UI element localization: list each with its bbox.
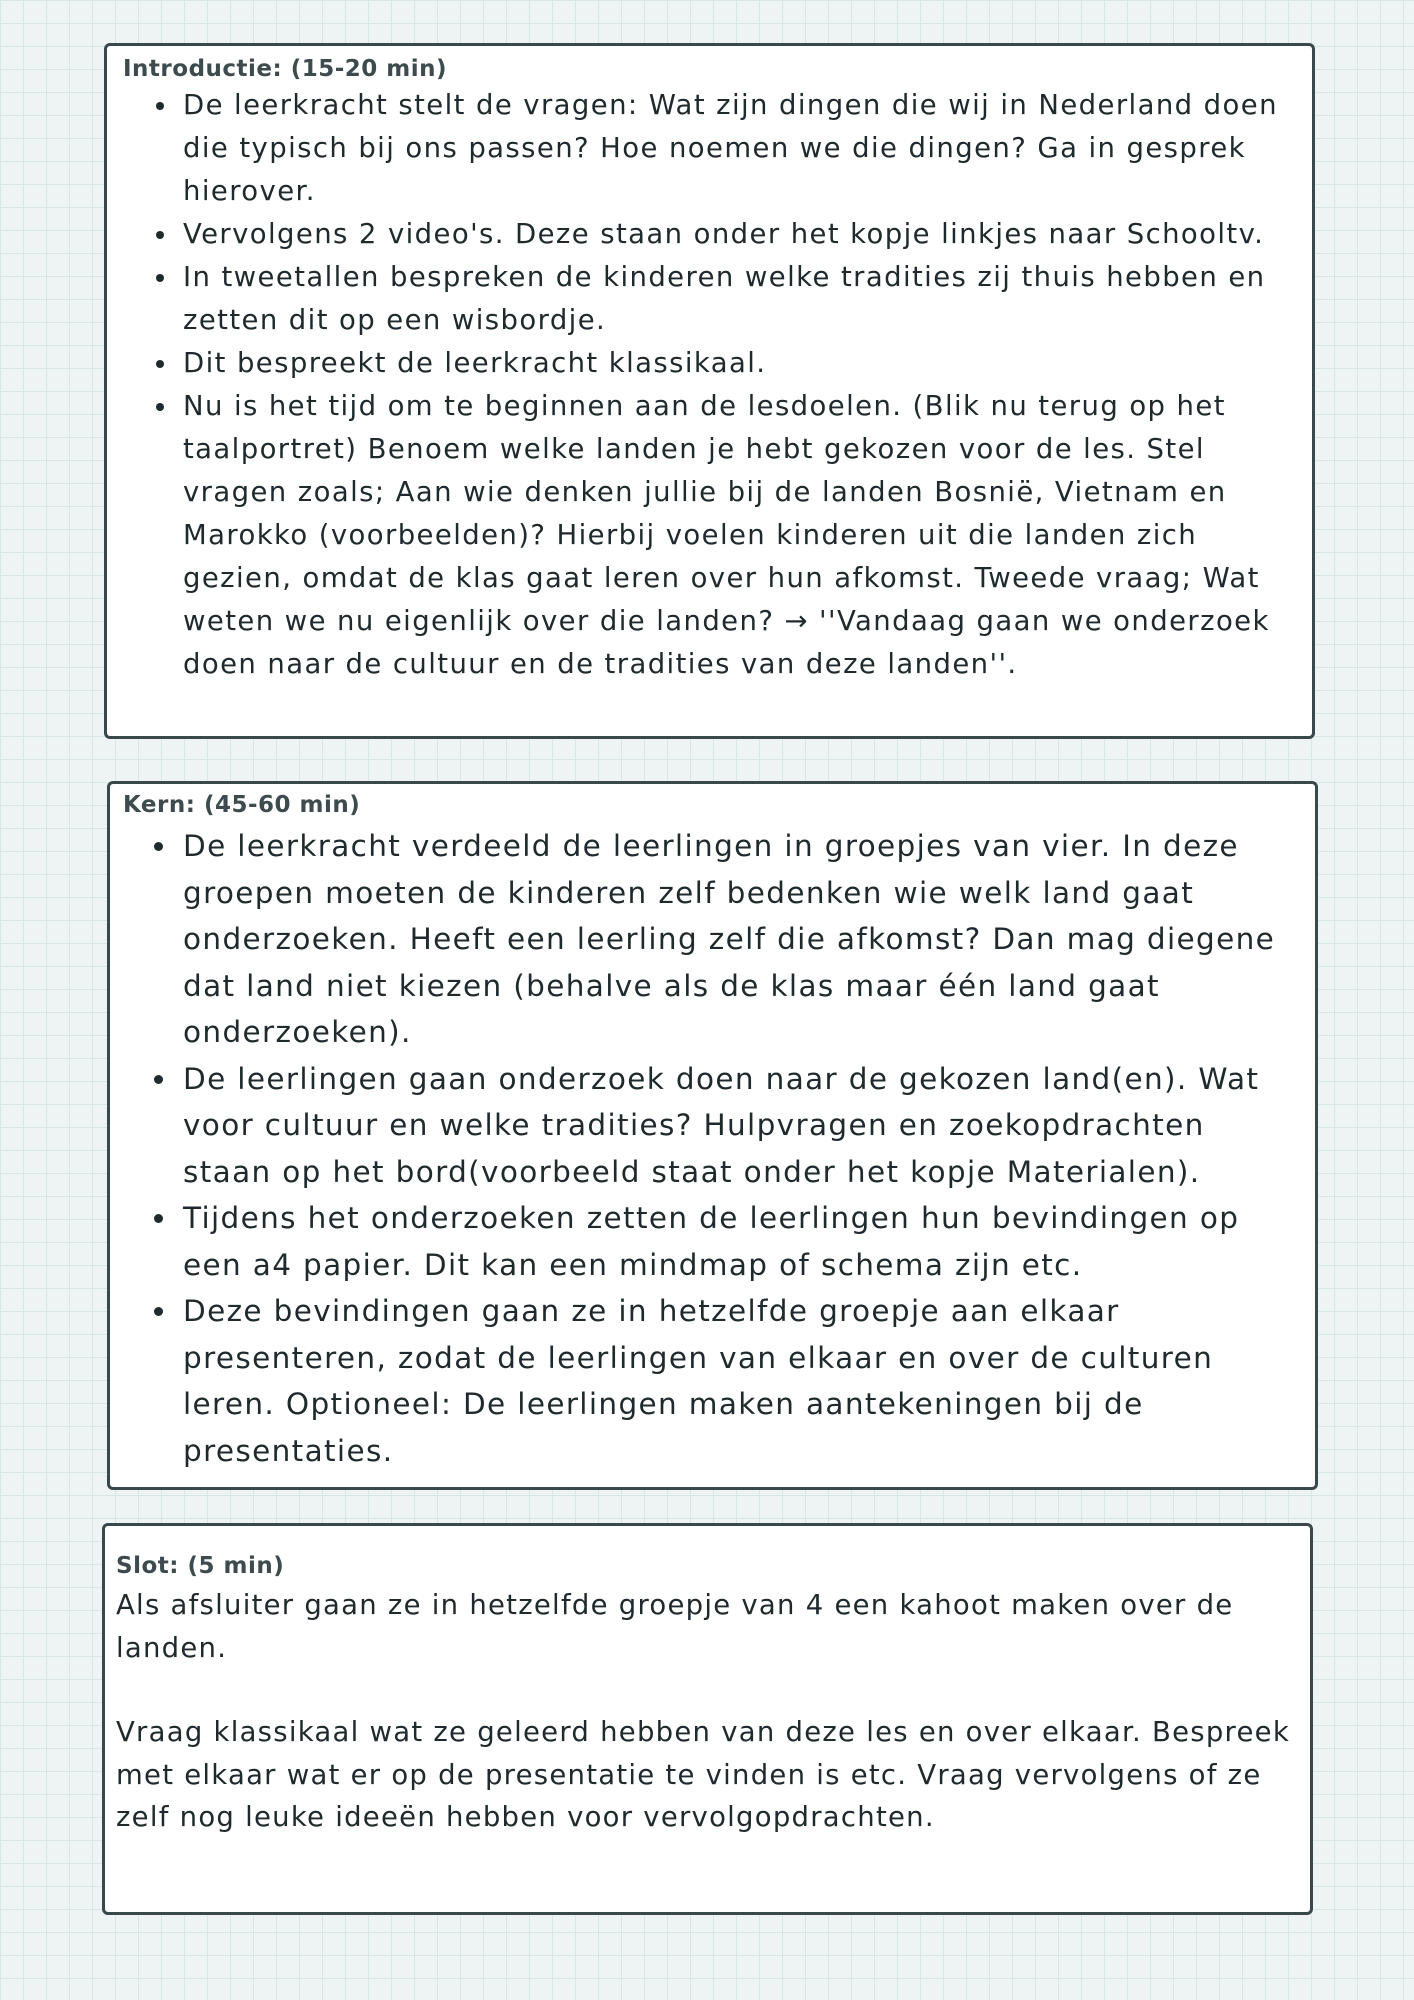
introduction-list [123,84,1298,686]
closing-paragraph-2: Vraag klassikaal wat ze geleerd hebben van deze les en over elkaar. Bespreek met elkaar wat er op de presentatie te vinden is etc. Vraag vervolgens of ze zelf nog leuke ideeën hebben voor vervolgopdrachten. [116,1716,1290,1833]
closing-title: Slot: (5 min) [116,1553,285,1579]
list-item: • Vervolgens 2 video's. Deze staan onder het kopje linkjes naar Schooltv. [179,213,1298,256]
core-list [123,823,1301,1474]
introduction-title: Introductie: (15-20 min) [123,56,448,82]
closing-paragraph-1: Als afsluiter gaan ze in hetzelfde groepje van 4 een kahoot maken over de landen. [116,1589,1234,1664]
closing-card [102,1523,1313,1915]
list-item: • In tweetallen bespreken de kinderen welke tradities zij thuis hebben en zetten dit op een wisbordje. [179,256,1298,342]
introduction-card [104,43,1315,739]
list-item: • Dit bespreekt de leerkracht klassikaal. [179,342,1298,385]
list-item: • De leerkracht verdeeld de leerlingen in groepjes van vier. In deze groepen moeten de kinderen zelf bedenken wie welk land gaat onderzoeken. Heeft een leerling zelf die afkomst? Dan mag diegene dat land niet kiezen (behalve als de klas maar één land gaat onderzoeken). [179,823,1301,1056]
core-title: Kern: (45-60 min) [123,792,361,818]
core-card [107,781,1318,1490]
list-item: • Deze bevindingen gaan ze in hetzelfde groepje aan elkaar presenteren, zodat de leerlingen van elkaar en over de culturen leren. Optioneel: De leerlingen maken aantekeningen bij de presentaties. [179,1288,1301,1474]
list-item: • De leerlingen gaan onderzoek doen naar de gekozen land(en). Wat voor cultuur en welke tradities? Hulpvragen en zoekopdrachten staan op het bord(voorbeeld staat onder het kopje Materialen). [179,1056,1301,1196]
list-item: • Nu is het tijd om te beginnen aan de lesdoelen. (Blik nu terug op het taalportret) Benoem welke landen je hebt gekozen voor de les. Stel vragen zoals; Aan wie denken jullie bij de landen Bosnië, Vietnam en Marokko (voorbeelden)? Hierbij voelen kinderen uit die landen zich gezien, omdat de klas gaat leren over hun afkomst. Tweede vraag; Wat weten we nu eigenlijk over die landen? → ''Vandaag gaan we onderzoek doen naar de cultuur en de tradities van deze landen''. [179,385,1298,686]
list-item: • De leerkracht stelt de vragen: Wat zijn dingen die wij in Nederland doen die typisch bij ons passen? Hoe noemen we die dingen? Ga in gesprek hierover. [179,84,1298,213]
list-item: • Tijdens het onderzoeken zetten de leerlingen hun bevindingen op een a4 papier. Dit kan een mindmap of schema zijn etc. [179,1195,1301,1288]
